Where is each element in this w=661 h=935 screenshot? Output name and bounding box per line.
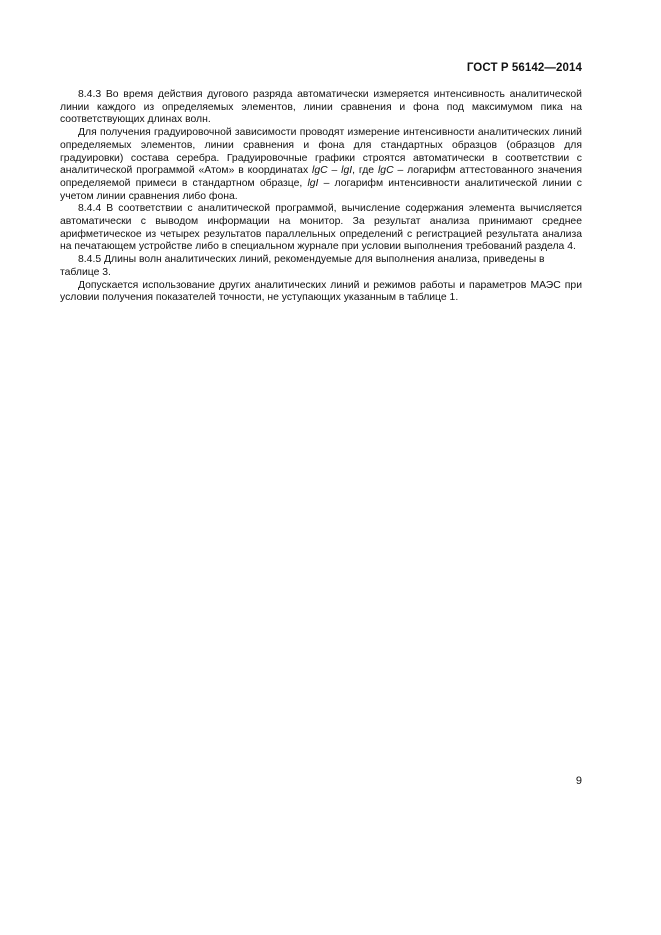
calibration-text-3: – логарифм аттестованного значения определяемой примеси в стандартном образце,	[60, 165, 582, 189]
paragraph-alternatives: Допускается использование других аналитических линий и режимов работы и параметров МАЭС при условии получения показателей точности, не уступающих указанным в таблице 1.	[60, 279, 582, 304]
calibration-text-2: , где	[352, 165, 378, 177]
paragraph-8-4-4: 8.4.4 В соответствии с аналитической программой, вычисление содержания элемента вычисляется автоматически с выводом информации на монитор. За результат анализа принимают среднее арифметическое из четырех результатов параллельных определений с регистрацией результата анализа на печатающем устройстве либо в специальном журнале при условии выполнения требований раздела 4.	[60, 203, 582, 253]
page-number: 9	[575, 775, 582, 787]
paragraph-8-4-5: 8.4.5 Длины волн аналитических линий, рекомендуемые для выполнения анализа, приведены в таблице 3.	[60, 254, 545, 278]
lgc-term: lgC	[377, 165, 394, 177]
document-standard-id: ГОСТ Р 56142—2014	[466, 62, 582, 74]
document-body	[60, 89, 582, 305]
calibration-text-4: – логарифм интенсивности аналитической линии с учетом линии сравнения либо фона.	[60, 177, 582, 202]
coordinates-formula: lgC – lgI	[312, 165, 353, 177]
paragraph-8-4-3: 8.4.3 Во время действия дугового разряда автоматически измеряется интенсивность аналитической линии каждого из определяемых элементов, линии сравнения и фона под максимумом пика на соответствующих длинах волн.	[60, 89, 582, 126]
paragraph-calibration	[60, 127, 582, 203]
lgi-term: lgI	[307, 177, 319, 189]
calibration-text-1: Для получения градуировочной зависимости проводят измерение интенсивности аналитических линий определяемых элементов, линии сравнения и фона для стандартных образцов (образцов для градуировки) состава серебра. Градуировочные графики строятся автоматически в соответствии с аналитической программой «Атом» в координатах	[60, 127, 582, 177]
